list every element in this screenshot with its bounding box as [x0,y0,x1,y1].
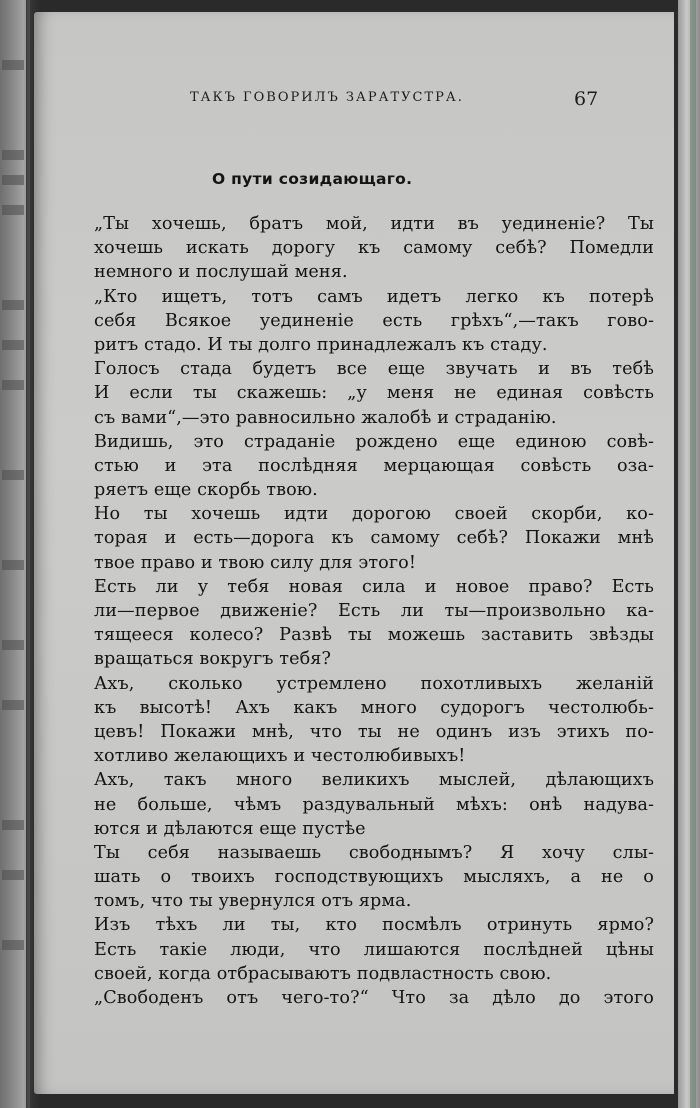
previous-page-text-fragment [2,380,24,390]
previous-page-text-fragment [2,205,24,215]
text-line: хочешь искать дорогу къ самому себѣ? Помедли [94,238,654,259]
previous-page-text-fragment [2,870,24,880]
previous-page-text-fragment [2,60,24,70]
previous-page-text-fragment [2,640,24,650]
text-line: немного и послушай меня. [94,262,348,283]
previous-page-text-fragment [2,940,24,950]
previous-page-text-fragment [2,150,24,160]
body-text [94,212,654,1010]
text-line: Есть такіе люди, что лишаются послѣдней цѣны [94,939,654,960]
text-line: вращаться вокругъ тебя? [94,649,332,670]
text-line: ритъ стадо. И ты долго принадлежалъ къ стаду. [94,334,548,355]
previous-page-text-fragment [2,175,24,185]
previous-page-text-fragment [2,340,24,350]
text-line: ряетъ еще скорбь твою. [94,480,318,501]
text-line: Ты себя называешь свободнымъ? Я хочу слы- [94,842,654,863]
right-page-edge [678,0,700,1108]
text-line: Ахъ, сколько устремлено похотливыхъ желаній [94,673,654,694]
chapter-title: О пути созидающаго. [212,170,413,188]
text-line: не больше, чѣмъ раздувальный мѣхъ: онѣ надува- [94,794,654,815]
page-number: 67 [574,88,599,110]
text-line: цевъ! Покажи мнѣ, что ты не одинъ изъ этихъ по- [94,721,654,742]
running-head: ТАКЪ ГОВОРИЛЪ ЗАРАТУСТРА. [190,90,464,105]
text-line: „Кто ищетъ, тотъ самъ идетъ легко къ потерѣ [94,286,654,307]
text-line: Изъ тѣхъ ли ты, кто посмѣлъ отринуть ярмо? [94,915,654,936]
text-line: торая и есть—дорога къ самому себѣ? Покажи мнѣ [94,528,654,549]
text-line: къ высотѣ! Ахъ какъ много судорогъ честолюбь- [94,697,654,718]
text-line: „Свободенъ отъ чего-то?“ Что за дѣло до этого [94,988,654,1008]
text-line: хотливо желающихъ и честолюбивыхъ! [94,746,466,767]
previous-page-text-fragment [2,700,24,710]
book-page [34,12,674,1094]
edge-strip [690,0,696,1108]
text-line: „Ты хочешь, братъ мой, идти въ уединеніе? Ты [94,214,654,234]
text-line: твое право и твою силу для этого! [94,552,417,573]
text-line: съ вами“,—это равносильно жалобѣ и страданію. [94,407,557,428]
previous-page-text-fragment [2,300,24,310]
text-line: Голосъ стада будетъ все еще звучать и въ тебѣ [94,359,654,380]
text-line: Есть ли у тебя новая сила и новое право? Есть [94,576,654,597]
text-line: И если ты скажешь: „у меня не единая совѣсть [94,383,654,404]
text-line: Видишь, это страданіе рождено еще единою совѣ- [94,431,654,452]
text-line: тящееся колесо? Развѣ ты можешь заставить звѣзды [94,625,654,646]
text-line: своей, когда отбрасываютъ подвластность свою. [94,963,552,984]
text-line: стью и эта послѣдняя мерцающая совѣсть оза- [94,455,654,476]
text-line: томъ, что ты увернулся отъ ярма. [94,891,412,912]
text-line: ли—первое движеніе? Есть ли ты—произвольно ка- [94,601,654,621]
text-line: ются и дѣлаются еще пустѣе [94,818,366,839]
text-line: Ахъ, такъ много великихъ мыслей, дѣлающихъ [94,770,654,791]
text-line: Но ты хочешь идти дорогою своей скорби, ко- [94,504,654,525]
text-line: шать о твоихъ господствующихъ мысляхъ, а не о [94,867,654,888]
previous-page-text-fragment [2,820,24,830]
text-line: себя Всякое уединеніе есть грѣхъ“,—такъ гово- [94,310,654,331]
previous-page-text-fragment [2,560,24,570]
previous-page-text-fragment [2,470,24,480]
